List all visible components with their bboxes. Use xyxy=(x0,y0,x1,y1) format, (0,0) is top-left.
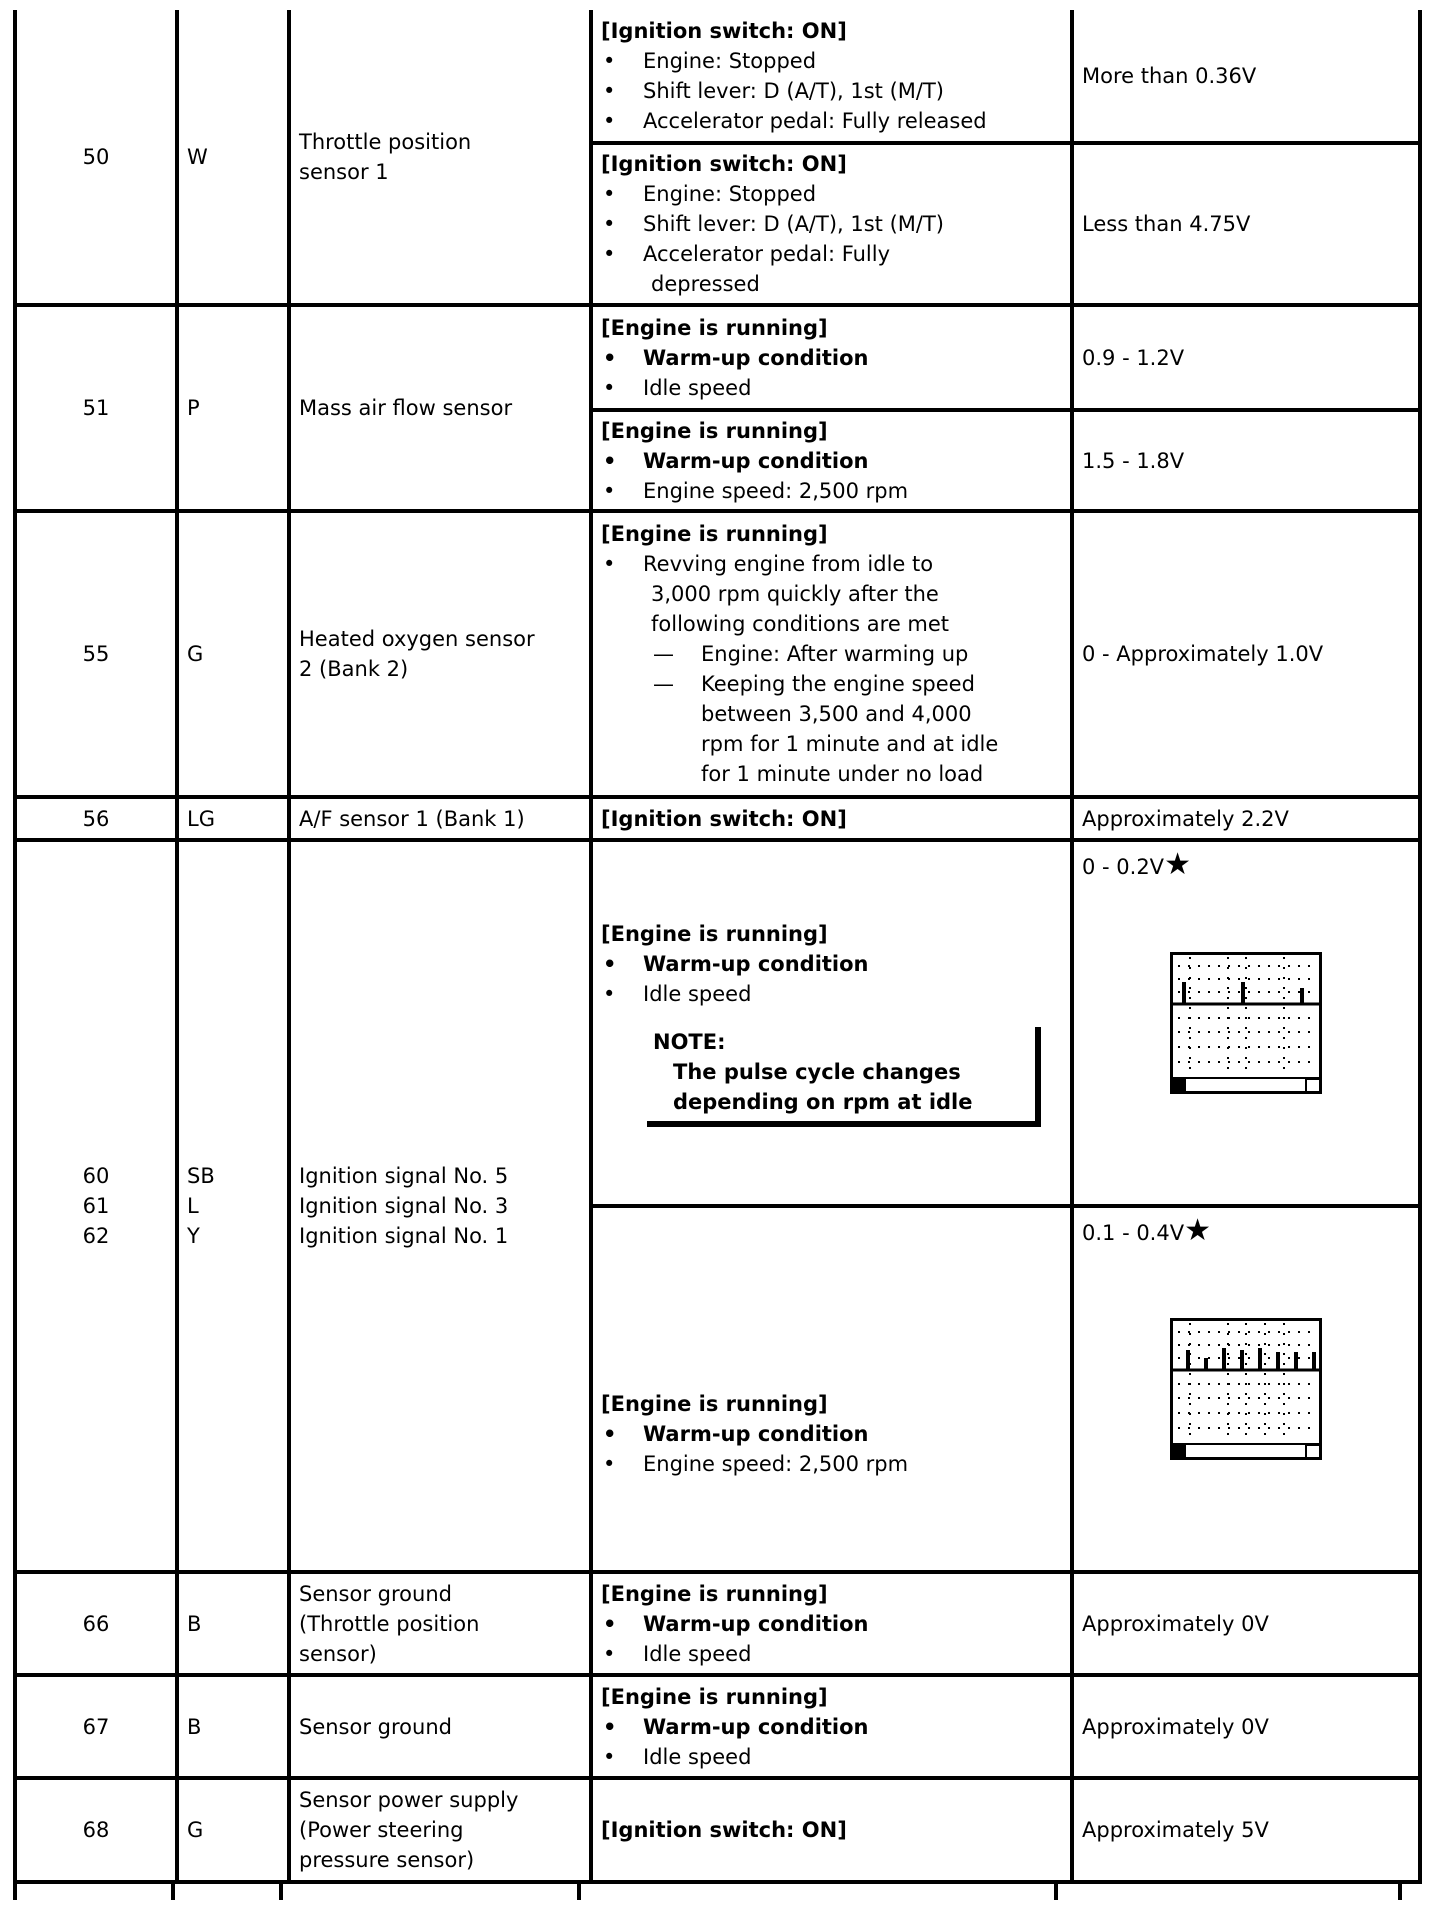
condition-bullet: • Warm-up condition xyxy=(601,343,1062,373)
item-line: Throttle position xyxy=(299,129,472,154)
oscilloscope-waveform-idle xyxy=(1170,952,1322,1094)
condition-continuation: between 3,500 and 4,000 xyxy=(701,702,972,726)
item xyxy=(289,511,591,797)
note-line: The pulse cycle changes xyxy=(673,1060,961,1084)
condition-bullet: • Idle speed xyxy=(601,979,1062,1009)
note-title: NOTE: xyxy=(653,1030,726,1054)
wire-line: Y xyxy=(187,1224,200,1248)
condition xyxy=(591,305,1072,410)
condition-bullet: • Engine speed: 2,500 rpm xyxy=(601,476,1062,506)
condition-bullet: • Shift lever: D (A/T), 1st (M/T) xyxy=(601,76,1062,106)
condition-bullet: • Accelerator pedal: Fully xyxy=(601,239,1062,269)
table-row xyxy=(15,1778,1420,1882)
wire-color: B xyxy=(177,1572,289,1675)
item-line: (Power steering xyxy=(299,1818,464,1842)
wire-color: W xyxy=(177,10,289,305)
condition-bullet: • Engine speed: 2,500 rpm xyxy=(601,1449,1062,1479)
terminal-no: 50 xyxy=(15,10,177,305)
condition-continuation: for 1 minute under no load xyxy=(701,762,984,786)
item-line: pressure sensor) xyxy=(299,1848,475,1872)
data-value: Approximately 2.2V xyxy=(1072,797,1420,840)
condition-continuation: depressed xyxy=(651,272,760,296)
condition xyxy=(591,840,1072,1206)
condition-header: [Engine is running] xyxy=(601,1684,828,1709)
condition xyxy=(591,143,1072,305)
item-line: Ignition signal No. 5 xyxy=(299,1164,509,1188)
item xyxy=(289,1572,591,1675)
item-line: Sensor power supply xyxy=(299,1788,519,1812)
table-row xyxy=(15,1675,1420,1778)
table-row xyxy=(15,305,1420,410)
item xyxy=(289,10,591,305)
value-text: 0.1 - 0.4V xyxy=(1082,1221,1185,1245)
item xyxy=(289,840,591,1572)
condition-header: [Engine is running] xyxy=(601,922,828,946)
item-line: Ignition signal No. 1 xyxy=(299,1224,509,1248)
condition-bullet: • Warm-up condition xyxy=(601,1712,1062,1742)
wire-color: P xyxy=(177,305,289,511)
condition-bullet: • Idle speed xyxy=(601,373,1062,403)
condition xyxy=(591,10,1072,143)
wire-line: SB xyxy=(187,1164,215,1188)
data-value: Approximately 0V xyxy=(1072,1572,1420,1675)
item-line: sensor) xyxy=(299,1641,377,1666)
table-border-extension xyxy=(577,1882,581,1900)
data-value: Approximately 0V xyxy=(1072,1675,1420,1778)
condition-bullet: • Warm-up condition xyxy=(601,446,1062,476)
condition-header: [Ignition switch: ON] xyxy=(601,152,847,176)
table-row xyxy=(15,511,1420,797)
condition xyxy=(591,797,1072,840)
condition-header: [Engine is running] xyxy=(601,1392,828,1416)
item-line: Sensor ground xyxy=(299,1581,452,1606)
data-value: Less than 4.75V xyxy=(1072,143,1420,305)
condition-header: [Engine is running] xyxy=(601,1581,828,1606)
item: Mass air flow sensor xyxy=(289,305,591,511)
item: A/F sensor 1 (Bank 1) xyxy=(289,797,591,840)
terminal-line: 61 xyxy=(82,1194,110,1218)
condition-continuation: following conditions are met xyxy=(651,612,950,636)
terminal-no xyxy=(15,840,177,1572)
condition-header: [Ignition switch: ON] xyxy=(601,806,847,831)
condition-continuation: 3,000 rpm quickly after the xyxy=(651,582,939,606)
condition xyxy=(591,1675,1072,1778)
terminal-no: 67 xyxy=(15,1675,177,1778)
condition-header: [Ignition switch: ON] xyxy=(601,1818,847,1842)
item: Sensor ground xyxy=(289,1675,591,1778)
wire-color: G xyxy=(177,511,289,797)
item-line: sensor 1 xyxy=(299,159,389,184)
condition-bullet: • Warm-up condition xyxy=(601,1419,1062,1449)
wire-color: LG xyxy=(177,797,289,840)
oscilloscope-waveform-2500rpm xyxy=(1170,1318,1322,1460)
item xyxy=(289,1778,591,1882)
condition-header: [Engine is running] xyxy=(601,418,828,443)
table-border-extension xyxy=(171,1882,175,1900)
value-text: 0 - 0.2V xyxy=(1082,855,1165,879)
data-value: More than 0.36V xyxy=(1072,10,1420,143)
condition-continuation: rpm for 1 minute and at idle xyxy=(701,732,999,756)
star-icon: ★ xyxy=(1164,847,1191,882)
note-line: depending on rpm at idle xyxy=(673,1090,973,1114)
condition xyxy=(591,1572,1072,1675)
condition-header: [Engine is running] xyxy=(601,315,828,340)
table-border-extension xyxy=(279,1882,283,1900)
table-border-extension xyxy=(13,1882,17,1900)
condition-header: [Ignition switch: ON] xyxy=(601,18,847,43)
data-value: Approximately 5V xyxy=(1072,1778,1420,1882)
terminal-no: 66 xyxy=(15,1572,177,1675)
condition xyxy=(591,511,1072,797)
terminal-no: 51 xyxy=(15,305,177,511)
wire-color: B xyxy=(177,1675,289,1778)
data-value: 0.9 - 1.2V xyxy=(1072,305,1420,410)
data-value xyxy=(1072,1206,1420,1572)
table-row xyxy=(15,1572,1420,1675)
condition-bullet: • Idle speed xyxy=(601,1742,1062,1772)
condition-bullet: • Engine: Stopped xyxy=(601,179,1062,209)
terminal-line: 62 xyxy=(82,1224,110,1248)
table-row xyxy=(15,840,1420,1206)
condition xyxy=(591,1778,1072,1882)
condition-header: [Engine is running] xyxy=(601,522,828,546)
terminal-no: 68 xyxy=(15,1778,177,1882)
data-value: 1.5 - 1.8V xyxy=(1072,410,1420,511)
table-row xyxy=(15,797,1420,840)
condition-sub-item: — Engine: After warming up xyxy=(601,639,1062,669)
data-value xyxy=(1072,840,1420,1206)
condition-bullet: • Accelerator pedal: Fully released xyxy=(601,106,1062,136)
terminal-no: 56 xyxy=(15,797,177,840)
condition-bullet: • Shift lever: D (A/T), 1st (M/T) xyxy=(601,209,1062,239)
table-border-extension xyxy=(1054,1882,1058,1900)
terminal-no: 55 xyxy=(15,511,177,797)
condition-bullet: • Warm-up condition xyxy=(601,1609,1062,1639)
item-line: 2 (Bank 2) xyxy=(299,657,409,681)
condition-bullet: • Engine: Stopped xyxy=(601,46,1062,76)
item-line: Heated oxygen sensor xyxy=(299,627,535,651)
table-border-extension xyxy=(1398,1882,1402,1900)
wire-color: G xyxy=(177,1778,289,1882)
condition-bullet: • Idle speed xyxy=(601,1639,1062,1669)
item-line: Ignition signal No. 3 xyxy=(299,1194,509,1218)
wire-line: L xyxy=(187,1194,199,1218)
condition xyxy=(591,1206,1072,1572)
condition xyxy=(591,410,1072,511)
condition-sub-item: — Keeping the engine speed xyxy=(601,669,1062,699)
condition-bullet: • Warm-up condition xyxy=(601,949,1062,979)
terminal-line: 60 xyxy=(82,1164,110,1188)
note-box xyxy=(647,1027,1041,1127)
data-value: 0 - Approximately 1.0V xyxy=(1072,511,1420,797)
condition-bullet: • Revving engine from idle to xyxy=(601,549,1062,579)
star-icon: ★ xyxy=(1184,1213,1211,1248)
table-row xyxy=(15,10,1420,143)
wire-color xyxy=(177,840,289,1572)
ecm-terminal-table xyxy=(13,10,1422,1884)
item-line: (Throttle position xyxy=(299,1611,480,1636)
